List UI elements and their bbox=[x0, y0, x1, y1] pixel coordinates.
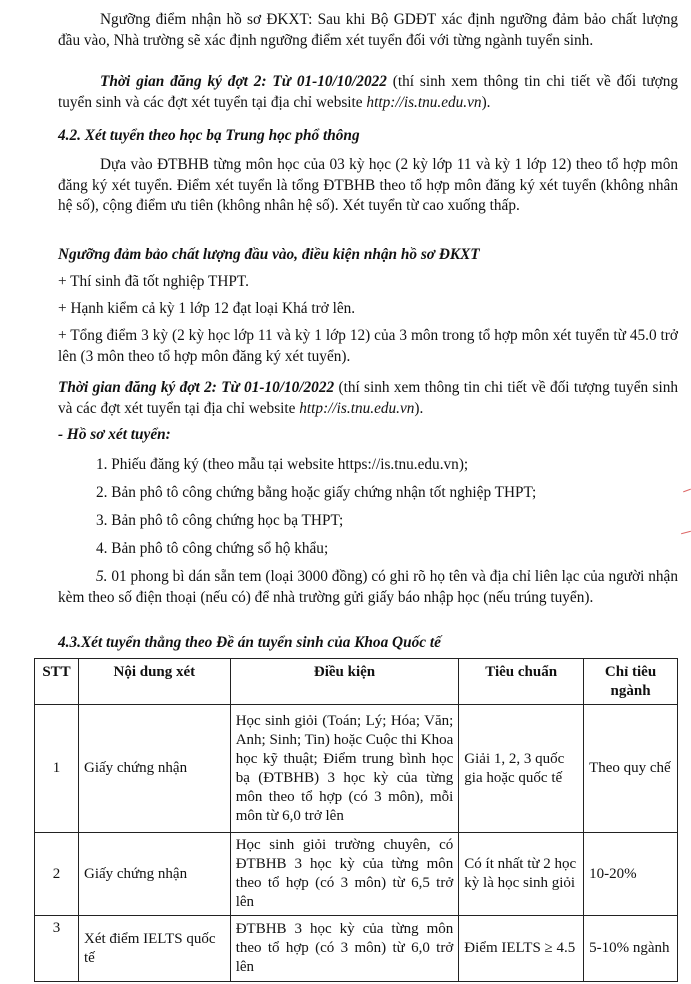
header-condition: Điều kiện bbox=[230, 659, 459, 705]
gpa-text: Dựa vào ĐTBHB từng môn học của 03 kỳ học (2 kỳ lớp 11 và kỳ 1 lớp 12) theo tổ hợp môn đăng ký xét tuyển. Điểm xét tuyển là tổng ĐTBHB theo tổ hợp môn đăng ký xét tuyển (không nhân hệ số), cộng điểm ưu tiên (không nhân hệ số). Xét tuyển từ cao xuống thấp. bbox=[58, 156, 678, 214]
heading-4-2: 4.2. Xét tuyển theo học bạ Trung học phổ thông bbox=[58, 127, 360, 144]
document-item-2-text: 2. Bản phô tô công chứng bằng hoặc giấy chứng nhận tốt nghiệp THPT; bbox=[96, 484, 537, 501]
section-heading-4-3 bbox=[58, 633, 678, 654]
row1-quota: Theo quy chế bbox=[584, 705, 678, 833]
row1-stt: 1 bbox=[35, 705, 79, 833]
registration-time-text: (thí sinh xem thông tin chi tiết về đối tượng tuyển sinh và các đợt xét tuyển tại địa chỉ website bbox=[58, 73, 678, 111]
document-item-1-text: 1. Phiếu đăng ký (theo mẫu tại website https://is.tnu.edu.vn); bbox=[96, 456, 469, 473]
paragraph-gpa bbox=[58, 155, 678, 217]
paragraph-registration-time-1 bbox=[58, 72, 678, 113]
website-link-2[interactable]: http://is.tnu.edu.vn bbox=[299, 399, 415, 417]
table-row bbox=[35, 916, 678, 982]
website-link[interactable]: http://is.tnu.edu.vn bbox=[366, 93, 482, 111]
documents-heading: - Hồ sơ xét tuyển: bbox=[58, 426, 171, 443]
margin-mark bbox=[681, 531, 691, 535]
heading-documents bbox=[58, 425, 678, 446]
registration-time-end: ). bbox=[481, 93, 491, 111]
row1-standard: Giải 1, 2, 3 quốc gia hoặc quốc tế bbox=[459, 705, 584, 833]
document-item-3-text: 3. Bản phô tô công chứng học bạ THPT; bbox=[96, 512, 344, 529]
table-row bbox=[35, 705, 678, 833]
paragraph-registration-time-2 bbox=[58, 378, 678, 419]
threshold-conditions-heading: Ngưỡng đảm bảo chất lượng đầu vào, điều kiện nhận hồ sơ ĐKXT bbox=[58, 246, 480, 263]
document-item-2 bbox=[96, 483, 678, 504]
condition-item-3 bbox=[58, 326, 678, 367]
threshold-text: Ngưỡng điểm nhận hồ sơ ĐKXT: Sau khi Bộ GDĐT xác định ngưỡng đảm bảo chất lượng đầu vào, Nhà trường sẽ xác định ngưỡng điểm xét tuyển đối với từng ngành tuyển sinh. bbox=[58, 11, 678, 49]
margin-mark bbox=[683, 489, 691, 493]
header-quota: Chỉ tiêu ngành bbox=[584, 659, 678, 705]
document-item-1 bbox=[96, 455, 678, 476]
section-heading-4-2 bbox=[58, 126, 678, 147]
condition-text-2: + Hạnh kiểm cả kỳ 1 lớp 12 đạt loại Khá trở lên. bbox=[58, 300, 356, 317]
heading-4-3: 4.3.Xét tuyển thẳng theo Đề án tuyển sinh của Khoa Quốc tế bbox=[58, 634, 441, 651]
row3-content: Xét điểm IELTS quốc tế bbox=[78, 916, 230, 982]
row2-condition: Học sinh giỏi trường chuyên, có ĐTBHB 3 học kỳ của từng môn theo tổ hợp (có 3 môn) từ 6,5 trở lên bbox=[230, 833, 459, 916]
document-item-4 bbox=[96, 539, 678, 560]
condition-text-3: + Tổng điểm 3 kỳ (2 kỳ học lớp 11 và kỳ 1 lớp 12) của 3 môn trong tổ hợp môn xét tuyển từ 45.0 trở lên (3 môn theo tổ hợp môn đăng ký xét tuyển). bbox=[58, 327, 678, 365]
document-item-5 bbox=[58, 567, 678, 608]
registration-time-end-2: ). bbox=[414, 399, 424, 417]
table-header-row bbox=[35, 659, 678, 705]
row2-standard: Có ít nhất từ 2 học kỳ là học sinh giỏi bbox=[459, 833, 584, 916]
row3-stt: 3 bbox=[35, 916, 79, 982]
condition-item-2 bbox=[58, 299, 678, 320]
table-row bbox=[35, 833, 678, 916]
row3-standard: Điểm IELTS ≥ 4.5 bbox=[459, 916, 584, 982]
header-standard: Tiêu chuẩn bbox=[459, 659, 584, 705]
document-item-3 bbox=[96, 511, 678, 532]
document-item-4-text: 4. Bản phô tô công chứng sổ hộ khẩu; bbox=[96, 540, 329, 557]
row2-content: Giấy chứng nhận bbox=[78, 833, 230, 916]
registration-time-bold: Thời gian đăng ký đợt 2: Từ 01-10/10/2022 bbox=[100, 73, 387, 90]
registration-time-bold-2: Thời gian đăng ký đợt 2: Từ 01-10/10/2022 bbox=[58, 379, 335, 396]
admission-table bbox=[34, 658, 678, 982]
row3-quota: 5-10% ngành bbox=[584, 916, 678, 982]
condition-text-1: + Thí sinh đã tốt nghiệp THPT. bbox=[58, 273, 249, 290]
header-stt: STT bbox=[35, 659, 79, 705]
document-item-5-number: 5. bbox=[96, 568, 108, 585]
document-item-5-text: 01 phong bì dán sẵn tem (loại 3000 đồng) có ghi rõ họ tên và địa chỉ liên lạc của người nhận kèm theo số điện thoại (nếu có) để nhà trường gửi giấy báo nhập học (nếu trúng tuyển). bbox=[58, 568, 678, 606]
registration-time-text-2: (thí sinh xem thông tin chi tiết về đối tượng tuyển sinh và các đợt xét tuyển tại địa chỉ website bbox=[58, 379, 678, 417]
row2-stt: 2 bbox=[35, 833, 79, 916]
row1-content: Giấy chứng nhận bbox=[78, 705, 230, 833]
row1-condition: Học sinh giỏi (Toán; Lý; Hóa; Văn; Anh; Sinh; Tin) hoặc Cuộc thi Khoa học kỹ thuật; Điểm trung bình học bạ (ĐTBHB) 3 học kỳ của từng môn theo tổ hợp (có 3 môn), mỗi môn từ 6,0 trở lên bbox=[230, 705, 459, 833]
paragraph-threshold bbox=[58, 10, 678, 51]
row3-condition: ĐTBHB 3 học kỳ của từng môn theo tổ hợp (có 3 môn) từ 6,0 trở lên bbox=[230, 916, 459, 982]
condition-item-1 bbox=[58, 272, 678, 293]
header-content: Nội dung xét bbox=[78, 659, 230, 705]
row2-quota: 10-20% bbox=[584, 833, 678, 916]
heading-threshold-conditions bbox=[58, 245, 678, 266]
